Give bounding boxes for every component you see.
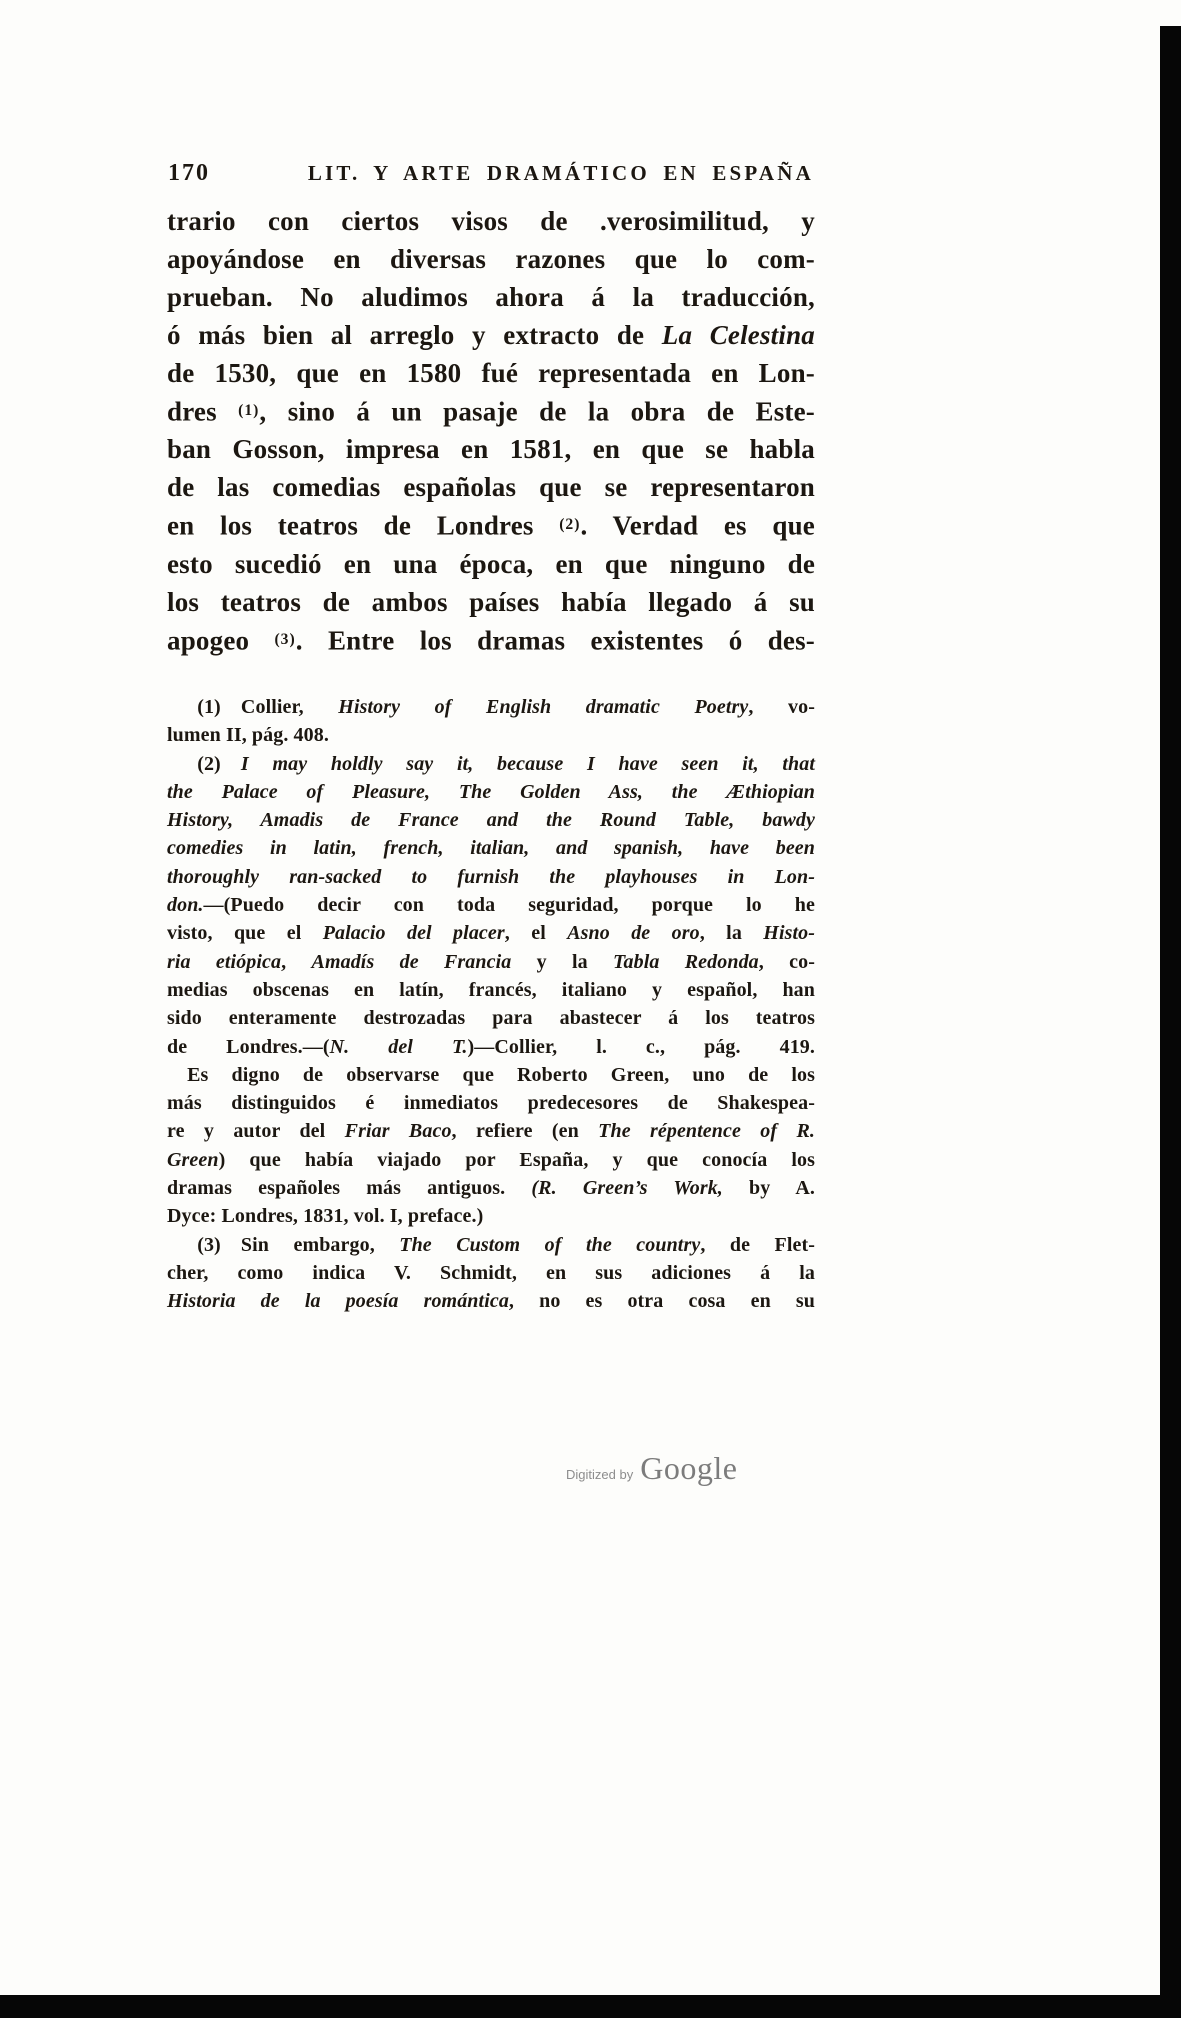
- text-line: de 1530, que en 1580 fué representada en Lon-: [167, 358, 815, 388]
- text-line: dres (1), sino á un pasaje de la obra de Este-: [167, 396, 815, 427]
- text-line: don.—(Puedo decir con toda seguridad, porque lo he: [167, 894, 815, 917]
- text-line: [167, 806, 815, 834]
- scan-edge-right: [1160, 26, 1181, 2018]
- text-line: visto, que el Palacio del placer, el Asno de oro, la Histo-: [167, 922, 815, 945]
- italic-segment: History of English dramatic Poetry: [338, 696, 749, 718]
- text-line: (3) Sin embargo, The Custom of the country, de Flet-: [167, 1233, 815, 1256]
- italic-segment: History, Amadis de France and the Round Table, bawdy: [167, 809, 815, 832]
- footnote-ref: (2): [559, 516, 581, 534]
- italic-segment: (R. Green’s Work,: [531, 1177, 723, 1200]
- italic-segment: comedies in latin, french, italian, and spanish, have been: [167, 837, 815, 860]
- google-logo: Google: [640, 1450, 738, 1486]
- text-line: [167, 778, 815, 806]
- italic-segment: Amadís de Francia: [311, 950, 512, 973]
- italic-segment: I may holdly say it, because I have seen it, that: [240, 752, 815, 775]
- text-line: [167, 863, 815, 891]
- text-line: de Londres.—(N. del T.)—Collier, l. c., pág. 419.: [167, 1035, 815, 1058]
- text-line: (2) I may holdly say it, because I have seen it, that: [167, 752, 815, 775]
- italic-segment: thoroughly ran-sacked to furnish the playhouses in Lon-: [167, 865, 815, 888]
- digitized-by-label: Digitized by: [566, 1467, 634, 1482]
- italic-segment: La Celestina: [661, 320, 815, 350]
- text-line: Historia de la poesía romántica, no es otra cosa en su: [167, 1290, 815, 1313]
- text-line: prueban. No aludimos ahora á la traducción,: [167, 282, 815, 312]
- italic-segment: Histo-: [763, 922, 815, 945]
- digitization-watermark: [566, 1450, 737, 1487]
- italic-segment: The Custom of the country: [399, 1233, 701, 1256]
- italic-segment: Friar Baco: [344, 1120, 452, 1143]
- text-line: medias obscenas en latín, francés, italiano y español, han: [167, 978, 815, 1001]
- text-line: ó más bien al arreglo y extracto de La Celestina: [167, 320, 815, 350]
- text-line: dramas españoles más antiguos. (R. Green’s Work, by A.: [167, 1177, 816, 1200]
- text-line: [167, 834, 815, 862]
- italic-segment: don.: [167, 894, 204, 917]
- running-title: LIT. Y ARTE DRAMÁTICO EN ESPAÑA: [307, 161, 814, 185]
- body-text: [167, 202, 815, 659]
- italic-segment: ria etiópica: [167, 950, 282, 973]
- italic-segment: The répentence of R.: [598, 1120, 816, 1143]
- footnote-ref: (3): [274, 630, 296, 648]
- text-line: los teatros de ambos países había llegado á su: [167, 586, 815, 617]
- text-line: trario con ciertos visos de .verosimilitud, y: [167, 206, 815, 236]
- text-line: apoyándose en diversas razones que lo com-: [167, 244, 815, 274]
- text-line: en los teatros de Londres (2). Verdad es que: [167, 510, 815, 541]
- text-line: apogeo (3). Entre los dramas existentes ó des-: [167, 624, 816, 655]
- page-header: [168, 160, 814, 187]
- italic-segment: Asno de oro: [567, 922, 700, 945]
- text-line: cher, como indica V. Schmidt, en sus adiciones á la: [167, 1261, 815, 1284]
- footnote-ref: (1): [238, 402, 260, 419]
- italic-segment: Green: [167, 1148, 219, 1171]
- text-line: más distinguidos é inmediatos predecesores de Shakespea-: [167, 1092, 815, 1115]
- text-line: sido enteramente destrozadas para abastecer á los teatros: [167, 1007, 815, 1030]
- text-line: ria etiópica, Amadís de Francia y la Tabla Redonda, co-: [167, 950, 815, 973]
- text-line: Es digno de observarse que Roberto Green, uno de los: [167, 1063, 815, 1086]
- text-line: (1) Collier, History of English dramatic Poetry, vo-: [167, 696, 815, 718]
- italic-segment: Palacio del placer: [322, 922, 505, 945]
- text-line: Dyce: Londres, 1831, vol. I, preface.): [167, 1205, 484, 1228]
- text-line: de las comedias españolas que se representaron: [167, 472, 815, 503]
- text-line: ban Gosson, impresa en 1581, en que se habla: [167, 434, 815, 465]
- italic-segment: N. del T.: [329, 1035, 468, 1058]
- text-line: re y autor del Friar Baco, refiere (en The répentence of R.: [167, 1120, 816, 1143]
- scan-edge-bottom: [0, 1995, 1181, 2018]
- footnotes-section: [167, 693, 815, 1316]
- italic-segment: Historia de la poesía romántica: [167, 1290, 509, 1313]
- text-line: lumen II, pág. 408.: [167, 724, 329, 747]
- text-line: esto sucedió en una época, en que ninguno de: [167, 548, 815, 579]
- italic-segment: Tabla Redonda: [613, 950, 759, 973]
- text-line: Green) que había viajado por España, y que conocía los: [167, 1148, 815, 1171]
- page-number: 170: [168, 160, 210, 186]
- italic-segment: the Palace of Pleasure, The Golden Ass, the Æthiopian: [167, 780, 815, 803]
